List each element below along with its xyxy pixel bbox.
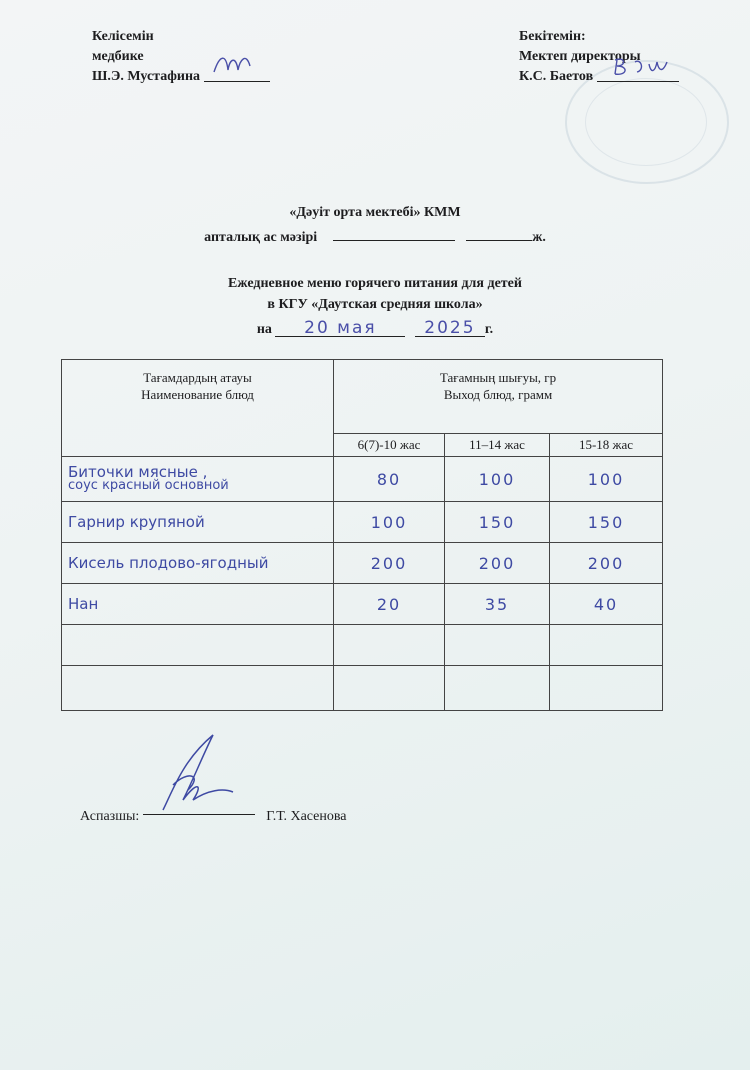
cook-signature-block (80, 800, 347, 825)
dish-cell: Нан (62, 584, 334, 625)
dish-cell (62, 625, 334, 666)
blank-line (333, 228, 455, 241)
date-prefix: на (256, 322, 272, 337)
director-signature (597, 67, 679, 82)
yield-header-ru: Выход блюд, грамм (443, 387, 553, 402)
dish-cell: Кисель плодово-ягодный (62, 543, 334, 584)
age-group-3: 15-18 жас (550, 434, 663, 457)
dish-cell (62, 666, 334, 711)
year-handwritten: 2025 (415, 318, 485, 337)
director-title: Мектеп директоры (519, 49, 641, 64)
table-row (62, 584, 663, 625)
year-suffix: ж. (532, 230, 546, 245)
school-title-ru: в КГУ «Даутская средняя школа» (267, 297, 483, 312)
yield-cell: 100 (334, 502, 445, 543)
yield-cell (550, 625, 663, 666)
nurse-signature (204, 67, 270, 82)
table-row (62, 625, 663, 666)
yield-cell (550, 666, 663, 711)
nurse-title: медбике (92, 49, 144, 64)
weekly-menu-label: апталық ас мәзірі (204, 230, 318, 245)
yield-cell (445, 625, 550, 666)
approval-block-left (92, 27, 270, 87)
yield-header-kz: Тағамның шығуы, гр (439, 370, 557, 385)
nurse-signature-row (92, 67, 270, 87)
yield-cell: 80 (334, 457, 445, 502)
menu-title-ru: Ежедневное меню горячего питания для детей (228, 276, 522, 291)
table-row (62, 543, 663, 584)
approve-label: Бекітемін: (519, 29, 586, 44)
cook-label: Аспазшы: (80, 809, 140, 824)
yield-cell: 150 (445, 502, 550, 543)
yield-cell: 20 (334, 584, 445, 625)
yield-cell (445, 666, 550, 711)
dish-name: Биточки мясные , (68, 463, 208, 481)
agreed-label: Келісемін (92, 29, 154, 44)
yield-cell: 35 (445, 584, 550, 625)
cook-signature-scribble (143, 730, 255, 820)
yield-column-header (334, 360, 663, 434)
yield-cell: 100 (445, 457, 550, 502)
table-row (62, 666, 663, 711)
yield-cell: 100 (550, 457, 663, 502)
table-row (62, 457, 663, 502)
director-name: К.С. Баетов (519, 69, 594, 84)
dish-subname: соус красный основной (68, 478, 229, 493)
date-line (0, 318, 750, 338)
dish-cell (62, 457, 334, 502)
yield-cell: 150 (550, 502, 663, 543)
dish-header-ru: Наименование блюд (141, 387, 254, 402)
yield-cell: 40 (550, 584, 663, 625)
table-row (62, 502, 663, 543)
nurse-signature-scribble (204, 50, 270, 80)
age-group-2: 11–14 жас (445, 434, 550, 457)
weekly-menu-line (0, 228, 750, 246)
menu-table (61, 359, 663, 711)
age-group-1: 6(7)-10 жас (334, 434, 445, 457)
director-signature-scribble (597, 50, 679, 80)
cook-name: Г.Т. Хасенова (266, 809, 347, 824)
date-suffix: г. (484, 322, 494, 337)
date-handwritten: 20 мая (275, 318, 405, 337)
dish-column-header (62, 360, 334, 457)
table-header-row (62, 360, 663, 434)
nurse-name: Ш.Э. Мустафина (92, 69, 201, 84)
yield-cell: 200 (445, 543, 550, 584)
yield-cell: 200 (550, 543, 663, 584)
yield-cell: 200 (334, 543, 445, 584)
yield-cell (334, 625, 445, 666)
faded-stamp-inner (585, 78, 707, 166)
dish-cell: Гарнир крупяной (62, 502, 334, 543)
cook-signature (143, 800, 255, 815)
blank-year-line (466, 228, 532, 241)
director-signature-row (519, 67, 679, 87)
dish-header-kz: Тағамдардың атауы (143, 370, 252, 385)
approval-block-right (519, 27, 679, 87)
school-title-kz: «Дәуіт орта мектебі» КММ (289, 205, 461, 220)
yield-cell (334, 666, 445, 711)
